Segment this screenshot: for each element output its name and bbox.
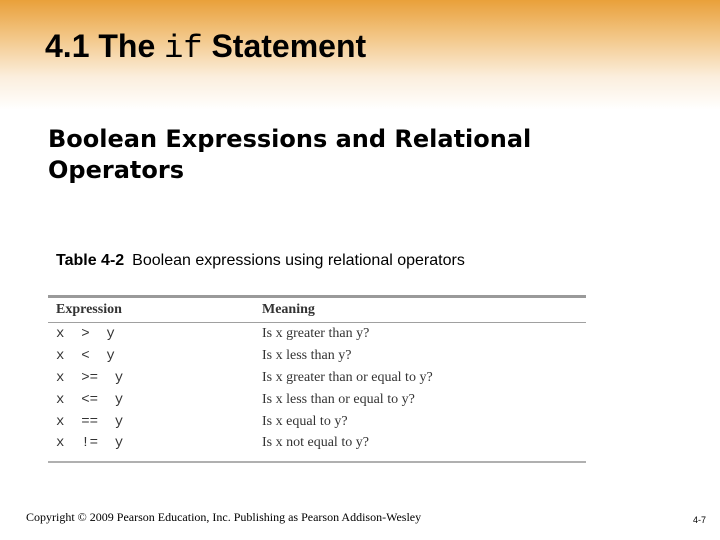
table-header-row xyxy=(48,297,586,323)
slide-subtitle: Boolean Expressions and Relational Operators xyxy=(48,125,532,184)
table-row xyxy=(48,411,586,433)
meaning-cell: Is x greater than y? xyxy=(262,326,370,341)
title-code-keyword: if xyxy=(164,30,203,67)
expression-cell: x != y xyxy=(56,435,124,451)
meaning-cell: Is x less than y? xyxy=(262,348,352,363)
table-row xyxy=(48,323,586,346)
meaning-cell: Is x equal to y? xyxy=(262,414,348,429)
meaning-cell: Is x less than or equal to y? xyxy=(262,392,415,407)
table-row xyxy=(48,433,586,462)
title-suffix: Statement xyxy=(202,28,367,64)
page-number: 4-7 xyxy=(692,515,706,525)
header-meaning: Meaning xyxy=(254,297,586,323)
title-prefix: 4.1 The xyxy=(45,28,165,64)
table-caption-text: Boolean expressions using relational operators xyxy=(132,252,465,269)
header-expression: Expression xyxy=(48,297,254,323)
expression-cell: x > y xyxy=(56,326,115,342)
operators-table xyxy=(48,295,586,463)
table-row xyxy=(48,345,586,367)
expression-cell: x < y xyxy=(56,348,115,364)
expression-cell: x >= y xyxy=(56,370,124,386)
table-row xyxy=(48,367,586,389)
footer-copyright: Copyright © 2009 Pearson Education, Inc. Publishing as Pearson Addison-Wesley xyxy=(26,510,422,524)
meaning-cell: Is x not equal to y? xyxy=(262,435,369,450)
slide-title xyxy=(45,28,366,67)
expression-cell: x <= y xyxy=(56,392,124,408)
meaning-cell: Is x greater than or equal to y? xyxy=(262,370,433,385)
expression-cell: x == y xyxy=(56,414,124,430)
table-caption xyxy=(56,252,465,270)
table-caption-number: Table 4-2 xyxy=(56,252,125,269)
table-row xyxy=(48,389,586,411)
